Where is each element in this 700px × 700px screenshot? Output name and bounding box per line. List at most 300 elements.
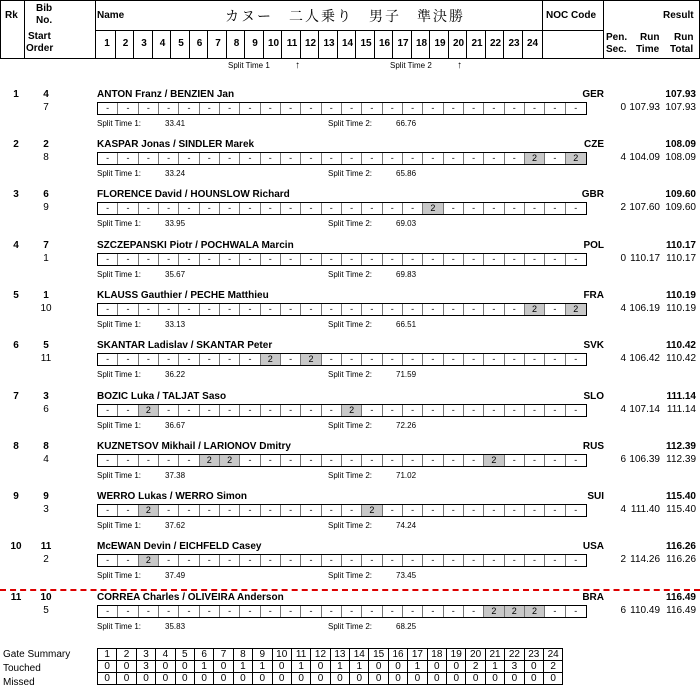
gate-penalty-cell: - bbox=[322, 354, 342, 365]
gate-header-divider bbox=[281, 31, 282, 58]
gate-penalty-cell: - bbox=[98, 103, 118, 114]
split1-value: 33.24 bbox=[165, 169, 186, 178]
result-row bbox=[0, 189, 700, 239]
gate-penalty-cell: 2 bbox=[525, 153, 545, 164]
gate-penalty-cell: 2 bbox=[362, 505, 382, 516]
gate-penalty-cell: - bbox=[362, 555, 382, 566]
gate-penalty-cell: - bbox=[281, 606, 301, 617]
start-order: 10 bbox=[40, 303, 52, 314]
gate-number: 19 bbox=[434, 38, 446, 49]
missed-label: Missed bbox=[3, 677, 35, 688]
run-time: 114.26 bbox=[630, 554, 660, 565]
gate-penalty-cell: - bbox=[200, 555, 220, 566]
gate-penalty-cell: - bbox=[362, 304, 382, 315]
summary-cell: 16 bbox=[388, 649, 407, 661]
gate-penalty-cell: - bbox=[505, 153, 525, 164]
athlete-names: SZCZEPANSKI Piotr / POCHWALA Marcin bbox=[97, 240, 294, 251]
gate-penalty-cell: - bbox=[444, 505, 464, 516]
summary-cell: 24 bbox=[543, 649, 562, 661]
penalty-seconds: 4 bbox=[620, 404, 626, 415]
gate-penalty-cell: - bbox=[545, 455, 565, 466]
gate-penalty-cell: - bbox=[159, 254, 179, 265]
run-time: 110.49 bbox=[630, 605, 660, 616]
gate-penalty-cell: 2 bbox=[200, 455, 220, 466]
gate-header-divider bbox=[318, 31, 319, 58]
start-order: 11 bbox=[40, 353, 52, 364]
gate-penalty-cell: - bbox=[423, 505, 443, 516]
gate-penalty-strip bbox=[97, 102, 587, 115]
summary-cell: 1 bbox=[350, 661, 369, 673]
noc-code: USA bbox=[582, 541, 604, 552]
gate-penalty-cell: - bbox=[261, 153, 281, 164]
penalty-seconds: 2 bbox=[620, 202, 626, 213]
noc-code: BRA bbox=[582, 592, 604, 603]
run-time: 107.93 bbox=[629, 102, 660, 113]
gate-penalty-cell: - bbox=[444, 304, 464, 315]
summary-cell: 0 bbox=[98, 661, 117, 673]
gate-penalty-strip bbox=[97, 605, 587, 618]
gate-penalty-cell: - bbox=[545, 103, 565, 114]
summary-cell: 0 bbox=[175, 673, 194, 685]
gate-penalty-cell: - bbox=[139, 354, 159, 365]
split1-label: Split Time 1: bbox=[97, 370, 142, 379]
gate-penalty-cell: - bbox=[322, 254, 342, 265]
split2-label: Split Time 2: bbox=[328, 270, 373, 279]
gate-header-divider bbox=[133, 31, 134, 58]
summary-cell: 0 bbox=[233, 673, 252, 685]
summary-cell: 23 bbox=[524, 649, 543, 661]
gate-penalty-cell: 2 bbox=[484, 455, 504, 466]
gate-penalty-cell: - bbox=[525, 455, 545, 466]
gate-penalty-cell: - bbox=[464, 153, 484, 164]
gate-penalty-cell: - bbox=[159, 455, 179, 466]
gate-penalty-cell: - bbox=[261, 505, 281, 516]
gate-penalty-cell: - bbox=[200, 203, 220, 214]
gate-penalty-cell: - bbox=[545, 405, 565, 416]
split1-label: Split Time 1: bbox=[97, 521, 142, 530]
bib-header: Bib bbox=[36, 3, 53, 14]
gate-penalty-cell: - bbox=[505, 354, 525, 365]
summary-row-gates bbox=[98, 649, 563, 661]
run-time: 106.39 bbox=[629, 454, 660, 465]
noc-header: NOC Code bbox=[546, 10, 596, 21]
summary-cell: 19 bbox=[447, 649, 466, 661]
gate-penalty-cell: - bbox=[139, 606, 159, 617]
athlete-names: KUZNETSOV Mikhail / LARIONOV Dmitry bbox=[97, 441, 291, 452]
gate-penalty-cell: - bbox=[383, 103, 403, 114]
header-divider bbox=[24, 0, 25, 58]
gate-penalty-strip bbox=[97, 152, 587, 165]
sec-header: Sec. bbox=[606, 44, 627, 55]
gate-penalty-cell: - bbox=[383, 405, 403, 416]
gate-penalty-cell: - bbox=[574, 103, 578, 113]
gate-penalty-cell: - bbox=[525, 103, 545, 114]
gate-penalty-cell: - bbox=[574, 455, 578, 465]
gate-header-divider bbox=[355, 31, 356, 58]
gate-header-divider bbox=[337, 31, 338, 58]
gate-penalty-cell: - bbox=[574, 254, 578, 264]
summary-cell: 0 bbox=[369, 673, 388, 685]
noc-code: GBR bbox=[581, 189, 604, 200]
header-mid-border bbox=[95, 30, 604, 31]
gate-penalty-cell: 2 bbox=[139, 405, 159, 416]
gate-penalty-cell: - bbox=[159, 606, 179, 617]
summary-cell: 15 bbox=[369, 649, 388, 661]
gate-penalty-cell: - bbox=[118, 103, 138, 114]
time-header: Time bbox=[636, 44, 660, 55]
summary-cell: 3 bbox=[136, 649, 155, 661]
header-bottom-border bbox=[0, 58, 700, 59]
gate-number: 15 bbox=[360, 38, 372, 49]
gate-penalty-cell: - bbox=[525, 555, 545, 566]
gate-penalty-cell: - bbox=[525, 354, 545, 365]
summary-cell: 0 bbox=[330, 673, 349, 685]
bib-number: 8 bbox=[43, 441, 49, 452]
gate-header-divider bbox=[263, 31, 264, 58]
result: 110.19 bbox=[665, 290, 696, 301]
result: 110.42 bbox=[665, 340, 696, 351]
gate-penalty-cell: - bbox=[525, 505, 545, 516]
summary-cell: 17 bbox=[408, 649, 427, 661]
rank: 7 bbox=[13, 391, 19, 402]
split1-label: Split Time 1: bbox=[97, 169, 142, 178]
gate-penalty-cell: - bbox=[574, 606, 578, 616]
gate-penalty-cell: - bbox=[98, 203, 118, 214]
result-header: Result bbox=[663, 10, 694, 21]
gate-penalty-cell: - bbox=[281, 203, 301, 214]
gate-penalty-cell: - bbox=[220, 203, 240, 214]
summary-cell: 0 bbox=[117, 673, 136, 685]
split2-label: Split Time 2: bbox=[328, 320, 373, 329]
result: 116.26 bbox=[665, 541, 696, 552]
gate-penalty-cell: - bbox=[525, 203, 545, 214]
gate-penalty-cell: - bbox=[118, 203, 138, 214]
split1-value: 33.95 bbox=[165, 219, 186, 228]
result: 112.39 bbox=[665, 441, 696, 452]
summary-cell: 0 bbox=[485, 673, 504, 685]
gate-penalty-cell: - bbox=[444, 254, 464, 265]
gate-penalty-cell: - bbox=[240, 103, 260, 114]
split1-value: 36.67 bbox=[165, 421, 186, 430]
gate-penalty-cell: - bbox=[200, 153, 220, 164]
gate-penalty-cell: - bbox=[179, 254, 199, 265]
gate-penalty-cell: 2 bbox=[484, 606, 504, 617]
gate-header-divider bbox=[429, 31, 430, 58]
summary-row-missed bbox=[98, 673, 563, 685]
split1-value: 33.41 bbox=[165, 119, 186, 128]
summary-cell: 0 bbox=[214, 661, 233, 673]
summary-cell: 0 bbox=[408, 673, 427, 685]
gate-penalty-cell: - bbox=[383, 203, 403, 214]
gate-penalty-cell: - bbox=[545, 304, 565, 315]
result-row bbox=[0, 139, 700, 189]
gate-penalty-cell: - bbox=[98, 505, 118, 516]
rank: 5 bbox=[13, 290, 19, 301]
gate-penalty-cell: - bbox=[240, 555, 260, 566]
gate-penalty-cell: - bbox=[220, 354, 240, 365]
run-total: 116.26 bbox=[666, 554, 696, 565]
gate-penalty-cell: - bbox=[322, 455, 342, 466]
gate-penalty-cell: - bbox=[464, 304, 484, 315]
noc-code: POL bbox=[583, 240, 604, 251]
gate-penalty-cell: - bbox=[118, 505, 138, 516]
gate-number: 1 bbox=[104, 38, 110, 49]
penalty-seconds: 4 bbox=[620, 303, 626, 314]
run-time: 110.17 bbox=[630, 253, 660, 264]
start-order: 6 bbox=[43, 404, 49, 415]
start-order: 9 bbox=[43, 202, 49, 213]
split2-value: 65.86 bbox=[396, 169, 417, 178]
split1-label: Split Time 1: bbox=[97, 219, 142, 228]
gate-penalty-cell: - bbox=[342, 304, 362, 315]
gate-penalty-cell: - bbox=[484, 103, 504, 114]
gate-header-divider bbox=[244, 31, 245, 58]
gate-penalty-cell: - bbox=[220, 304, 240, 315]
gate-penalty-cell: - bbox=[423, 405, 443, 416]
gate-penalty-strip bbox=[97, 202, 587, 215]
split1-value: 35.83 bbox=[165, 622, 186, 631]
summary-cell: 3 bbox=[136, 661, 155, 673]
gate-penalty-cell: - bbox=[505, 405, 525, 416]
gate-penalty-cell: - bbox=[118, 153, 138, 164]
gate-penalty-cell: - bbox=[342, 354, 362, 365]
gate-penalty-cell: - bbox=[98, 455, 118, 466]
summary-cell: 6 bbox=[194, 649, 213, 661]
start-order: 4 bbox=[43, 454, 49, 465]
result: 115.40 bbox=[665, 491, 696, 502]
gate-penalty-cell: - bbox=[464, 254, 484, 265]
summary-cell: 21 bbox=[485, 649, 504, 661]
header-top-border bbox=[0, 0, 700, 1]
result-row bbox=[0, 441, 700, 491]
summary-cell: 1 bbox=[408, 661, 427, 673]
start-header: Start bbox=[28, 31, 51, 42]
summary-cell: 0 bbox=[505, 673, 524, 685]
gate-penalty-cell: - bbox=[444, 354, 464, 365]
gate-penalty-strip bbox=[97, 454, 587, 467]
summary-cell: 0 bbox=[156, 661, 175, 673]
gate-penalty-cell: - bbox=[403, 505, 423, 516]
header-divider bbox=[542, 0, 543, 58]
gate-penalty-cell: - bbox=[301, 103, 321, 114]
summary-cell: 1 bbox=[194, 661, 213, 673]
result: 107.93 bbox=[665, 89, 696, 100]
gate-penalty-cell: - bbox=[383, 354, 403, 365]
bib-no-header: No. bbox=[36, 15, 53, 26]
split1-label: Split Time 1: bbox=[97, 421, 142, 430]
gate-penalty-cell: - bbox=[159, 354, 179, 365]
gate-penalty-cell: - bbox=[118, 606, 138, 617]
split1-label: Split Time 1: bbox=[97, 119, 142, 128]
penalty-seconds: 0 bbox=[620, 102, 626, 113]
gate-penalty-cell: - bbox=[220, 254, 240, 265]
summary-cell: 0 bbox=[136, 673, 155, 685]
gate-penalty-cell: - bbox=[362, 455, 382, 466]
start-order: 5 bbox=[43, 605, 49, 616]
gate-penalty-cell: - bbox=[444, 153, 464, 164]
gate-penalty-cell: - bbox=[261, 405, 281, 416]
qualification-cutoff-line bbox=[0, 589, 700, 591]
result: 108.09 bbox=[665, 139, 696, 150]
gate-penalty-cell: - bbox=[525, 405, 545, 416]
result-row bbox=[0, 340, 700, 390]
gate-penalty-strip bbox=[97, 404, 587, 417]
split2-label: Split Time 2: bbox=[328, 571, 373, 580]
gate-penalty-cell: - bbox=[322, 606, 342, 617]
gate-penalty-cell: - bbox=[179, 505, 199, 516]
rank: 3 bbox=[13, 189, 19, 200]
noc-code: GER bbox=[582, 89, 604, 100]
gate-penalty-cell: - bbox=[220, 103, 240, 114]
run-time: 104.09 bbox=[629, 152, 660, 163]
gate-penalty-cell: - bbox=[240, 304, 260, 315]
noc-code: CZE bbox=[584, 139, 604, 150]
summary-cell: 0 bbox=[350, 673, 369, 685]
gate-penalty-cell: - bbox=[159, 304, 179, 315]
athlete-names: ANTON Franz / BENZIEN Jan bbox=[97, 89, 235, 100]
run-total: 109.60 bbox=[665, 202, 696, 213]
gate-penalty-cell: - bbox=[118, 405, 138, 416]
gate-header-divider bbox=[485, 31, 486, 58]
gate-penalty-cell: 2 bbox=[139, 555, 159, 566]
gate-number: 20 bbox=[452, 38, 465, 49]
gate-summary-label: Gate Summary bbox=[3, 649, 71, 660]
gate-penalty-cell: - bbox=[505, 304, 525, 315]
gate-penalty-cell: - bbox=[383, 153, 403, 164]
header-divider bbox=[603, 0, 604, 58]
gate-penalty-cell: - bbox=[423, 103, 443, 114]
split1-value: 35.67 bbox=[165, 270, 186, 279]
gate-penalty-cell: - bbox=[98, 153, 118, 164]
gate-penalty-cell: - bbox=[301, 606, 321, 617]
noc-code: SVK bbox=[583, 340, 604, 351]
summary-row-touched bbox=[98, 661, 563, 673]
penalty-seconds: 4 bbox=[620, 504, 626, 515]
run-time: 111.40 bbox=[630, 504, 660, 515]
bib-number: 1 bbox=[43, 290, 49, 301]
gate-penalty-cell: - bbox=[545, 555, 565, 566]
gate-penalty-cell: - bbox=[281, 103, 301, 114]
noc-code: RUS bbox=[582, 441, 604, 452]
summary-cell: 1 bbox=[98, 649, 117, 661]
gate-number: 7 bbox=[215, 38, 221, 49]
split2-label: Split Time 2: bbox=[328, 219, 373, 228]
summary-cell: 10 bbox=[272, 649, 291, 661]
run-total: 112.39 bbox=[666, 454, 696, 465]
gate-penalty-cell: - bbox=[240, 153, 260, 164]
gate-penalty-cell: - bbox=[362, 254, 382, 265]
split2-value: 74.24 bbox=[396, 521, 417, 530]
summary-cell: 2 bbox=[117, 649, 136, 661]
gate-penalty-cell: - bbox=[220, 405, 240, 416]
gate-penalty-cell: - bbox=[179, 606, 199, 617]
gate-penalty-cell: - bbox=[139, 153, 159, 164]
summary-cell: 22 bbox=[505, 649, 524, 661]
gate-header-divider bbox=[374, 31, 375, 58]
gate-penalty-cell: - bbox=[179, 405, 199, 416]
bib-number: 2 bbox=[43, 139, 49, 150]
gate-penalty-cell: - bbox=[342, 606, 362, 617]
start-order: 3 bbox=[43, 504, 49, 515]
noc-code: SLO bbox=[583, 391, 604, 402]
gate-number: 23 bbox=[508, 38, 520, 49]
summary-cell: 0 bbox=[388, 673, 407, 685]
gate-penalty-cell: - bbox=[484, 304, 504, 315]
start-order: 1 bbox=[43, 253, 49, 264]
gate-penalty-cell: - bbox=[240, 405, 260, 416]
athlete-names: WERRO Lukas / WERRO Simon bbox=[97, 491, 248, 502]
summary-cell: 1 bbox=[233, 661, 252, 673]
gate-penalty-cell: - bbox=[179, 555, 199, 566]
split2-value: 72.26 bbox=[396, 421, 417, 430]
result-row bbox=[0, 541, 700, 591]
summary-cell: 8 bbox=[233, 649, 252, 661]
gate-penalty-cell: - bbox=[574, 405, 578, 415]
summary-cell: 1 bbox=[330, 661, 349, 673]
gate-penalty-cell: - bbox=[525, 254, 545, 265]
gate-penalty-cell: - bbox=[464, 354, 484, 365]
gate-penalty-cell: 2 bbox=[423, 203, 443, 214]
page-title: カヌー 二人乗り 男子 準決勝 bbox=[225, 9, 465, 25]
gate-penalty-cell: 2 bbox=[505, 606, 525, 617]
split1-marker-label: Split Time 1 bbox=[228, 61, 270, 70]
gate-penalty-cell: - bbox=[98, 555, 118, 566]
split1-arrow-icon: ↑ bbox=[295, 60, 300, 71]
summary-cell: 5 bbox=[175, 649, 194, 661]
summary-cell: 0 bbox=[311, 661, 330, 673]
gate-penalty-cell: - bbox=[545, 505, 565, 516]
gate-penalty-cell: - bbox=[423, 153, 443, 164]
split2-value: 69.03 bbox=[396, 219, 417, 228]
split2-arrow-icon: ↑ bbox=[457, 60, 462, 71]
gate-penalty-cell: 2 bbox=[220, 455, 240, 466]
split1-value: 36.22 bbox=[165, 370, 186, 379]
summary-cell: 0 bbox=[524, 661, 543, 673]
result: 116.49 bbox=[665, 592, 696, 603]
gate-penalty-cell: - bbox=[240, 254, 260, 265]
gate-penalty-cell: - bbox=[464, 203, 484, 214]
split2-label: Split Time 2: bbox=[328, 421, 373, 430]
gate-penalty-cell: 2 bbox=[566, 153, 586, 164]
bib-number: 10 bbox=[40, 592, 52, 603]
result: 110.17 bbox=[665, 240, 696, 251]
gate-penalty-cell: - bbox=[200, 354, 220, 365]
gate-penalty-cell: - bbox=[545, 203, 565, 214]
gate-penalty-cell: - bbox=[139, 203, 159, 214]
summary-cell: 0 bbox=[214, 673, 233, 685]
bib-number: 11 bbox=[40, 541, 52, 552]
gate-penalty-cell: - bbox=[220, 153, 240, 164]
summary-cell: 1 bbox=[485, 661, 504, 673]
noc-code: SUI bbox=[587, 491, 604, 502]
result: 111.14 bbox=[666, 391, 696, 402]
gate-penalty-cell: - bbox=[261, 606, 281, 617]
summary-cell: 0 bbox=[466, 673, 485, 685]
gate-penalty-cell: - bbox=[200, 505, 220, 516]
gate-penalty-cell: - bbox=[301, 555, 321, 566]
gate-penalty-cell: - bbox=[403, 304, 423, 315]
gate-penalty-cell: - bbox=[281, 254, 301, 265]
result-row bbox=[0, 89, 700, 139]
split2-label: Split Time 2: bbox=[328, 169, 373, 178]
split2-label: Split Time 2: bbox=[328, 370, 373, 379]
split2-marker-label: Split Time 2 bbox=[390, 61, 432, 70]
split2-value: 66.76 bbox=[396, 119, 417, 128]
gate-penalty-cell: - bbox=[383, 254, 403, 265]
gate-penalty-strip bbox=[97, 253, 587, 266]
gate-penalty-cell: - bbox=[139, 304, 159, 315]
gate-penalty-cell: - bbox=[220, 555, 240, 566]
